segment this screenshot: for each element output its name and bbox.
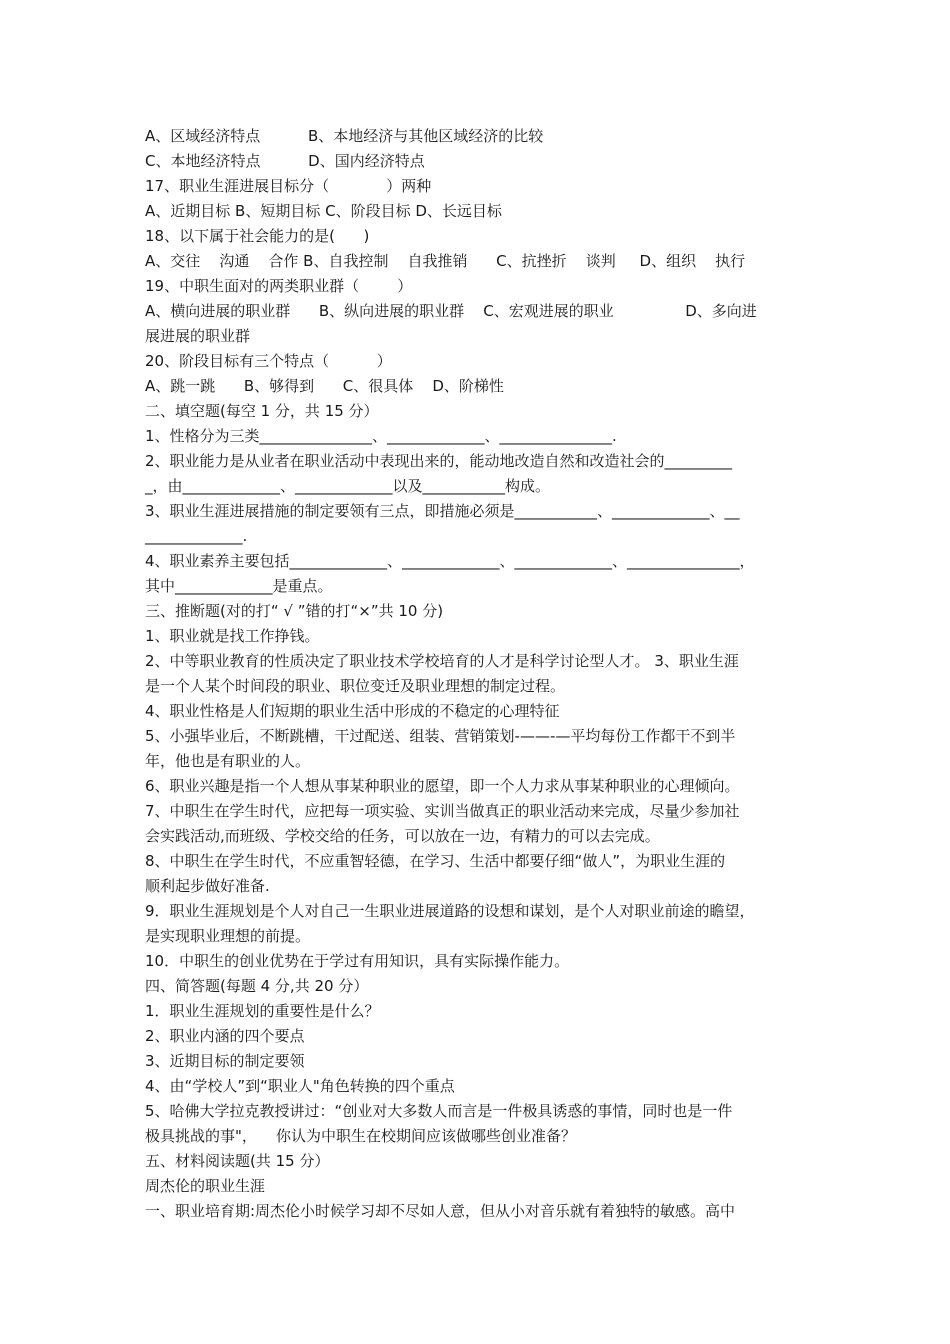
text-line: 9．职业生涯规划是个人对自己一生职业进展道路的设想和谋划，是个人对职业前途的瞻望， [145,902,755,920]
text-line: 3、近期目标的制定要领 [145,1052,305,1070]
text-line: 2、职业内涵的四个要点 [145,1027,305,1045]
question-18: 18、以下属于社会能力的是( ) [145,227,370,245]
text-line: 4、职业素养主要包括_____________、_____________、_____________、_______________， [145,552,755,570]
text-line: 1、职业就是找工作挣钱。 [145,627,320,645]
section-heading-short-answer: 四、简答题(每题 4 分,共 20 分） [145,977,369,995]
text-line: 展进展的职业群 [145,327,251,345]
text-line: 年，他也是有职业的人。 [145,752,311,770]
reading-title: 周杰伦的职业生涯 [145,1177,266,1195]
text-line: A、近期目标 B、短期目标 C、阶段目标 D、长远目标 [145,202,502,220]
question-20: 20、阶段目标有三个特点（ ） [145,352,392,370]
question-17: 17、职业生涯进展目标分（ ）两种 [145,177,432,195]
text-line: A、交往 沟通 合作 B、自我控制 自我推销 C、抗挫折 谈判 D、组织 执行 [145,252,746,270]
text-line: 会实践活动,而班级、学校交给的任务，可以放在一边，有精力的可以去完成。 [145,827,660,845]
text-line: A、跳一跳 B、够得到 C、很具体 D、阶梯性 [145,377,504,395]
text-line: _____________. [145,527,248,545]
text-line: 1、性格分为三类_______________、_____________、_______________. [145,427,617,445]
text-line: 4、职业性格是人们短期的职业生活中形成的不稳定的心理特征 [145,702,560,720]
question-19: 19、中职生面对的两类职业群（ ） [145,277,413,295]
text-line: 3、职业生涯进展措施的制定要领有三点，即措施必须是___________、_____________、__ [145,502,740,520]
text-line: 1．职业生涯规划的重要性是什么？ [145,1002,380,1020]
text-line: 5、小强毕业后，不断跳槽，干过配送、组装、营销策划-——-—平均每份工作都干不到半 [145,727,736,745]
text-line: 其中_____________是重点。 [145,577,333,595]
text-line: 2、中等职业教育的性质决定了职业技术学校培育的人才是科学讨论型人才。 3、职业生涯 [145,652,739,670]
section-heading-reading: 五、材料阅读题(共 15 分） [145,1152,330,1170]
text-line: 5、哈佛大学拉克教授讲过：“创业对大多数人而言是一件极具诱惑的事情，同时也是一件 [145,1102,733,1120]
text-line: 顺利起步做好准备. [145,877,270,895]
section-heading-true-false: 三、推断题(对的打“ √ ”错的打“×”共 10 分) [145,602,444,620]
text-line: C、本地经济特点 D、国内经济特点 [145,152,425,170]
text-line: A、横向进展的职业群 B、纵向进展的职业群 C、宏观进展的职业 D、多向进 [145,302,757,320]
text-line: 2、职业能力是从业者在职业活动中表现出来的，能动地改造自然和改造社会的_________ [145,452,733,470]
text-line: 一、职业培育期:周杰伦小时候学习却不尽如人意，但从小对音乐就有着独特的敏感。高中 [145,1202,736,1220]
text-line: 10．中职生的创业优势在于学过有用知识，具有实际操作能力。 [145,952,570,970]
text-line: 6、职业兴趣是指一个人想从事某种职业的愿望，即一个人力求从事某种职业的心理倾向。 [145,777,740,795]
text-line: A、区域经济特点 B、本地经济与其他区域经济的比较 [145,127,544,145]
text-line: _，由_____________、_____________以及___________构成。 [145,477,551,495]
text-line: 4、由“学校人”到“职业人"角色转换的四个重点 [145,1077,455,1095]
text-line: 8、中职生在学生时代，不应重智轻德，在学习、生活中都要仔细“做人”，为职业生涯的 [145,852,726,870]
section-heading-fill-in: 二、填空题(每空 1 分，共 15 分） [145,402,379,420]
text-line: 7、中职生在学生时代，应把每一项实验、实训当做真正的职业活动来完成，尽量少参加社 [145,802,740,820]
text-line: 是实现职业理想的前提。 [145,927,311,945]
text-line: 是一个人某个时间段的职业、职位变迁及职业理想的制定过程。 [145,677,566,695]
text-line: 极具挑战的事"， 你认为中职生在校期间应该做哪些创业准备？ [145,1127,576,1145]
document-page [145,124,813,1224]
